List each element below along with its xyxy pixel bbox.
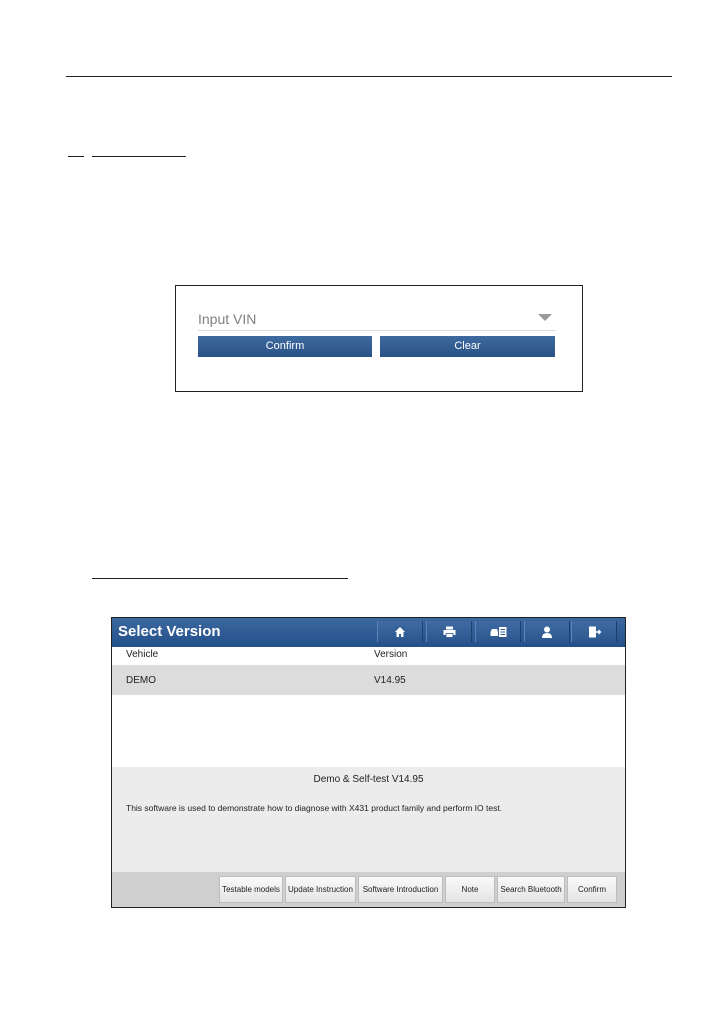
version-cell: V14.95 [374,675,406,686]
exit-icon [588,626,601,638]
software-introduction-button[interactable]: Software Introduction [358,876,443,903]
home-button[interactable] [377,621,423,642]
heading-underline [68,156,84,157]
heading-underline [92,156,186,157]
user-icon [541,626,553,638]
description-text: This software is used to demonstrate how to diagnose with X431 product family and perform IO test. [126,803,503,813]
vehicle-list-icon [490,626,507,638]
vin-input[interactable] [198,310,498,328]
print-icon [443,626,456,638]
description-title: Demo & Self-test V14.95 [313,774,424,785]
vehicle-list-button[interactable] [475,621,521,642]
testable-models-button[interactable]: Testable models [219,876,283,903]
column-header-version: Version [374,649,408,660]
vin-input-field[interactable] [198,310,556,331]
header-rule [66,76,672,77]
column-header-vehicle: Vehicle [126,649,159,660]
clear-button[interactable]: Clear [380,336,555,357]
software-description-panel [112,767,625,872]
update-instruction-button[interactable]: Update Instruction [285,876,356,903]
print-button[interactable] [426,621,472,642]
select-version-window [111,617,626,908]
vin-input-panel [175,285,583,392]
note-button[interactable]: Note [445,876,495,903]
search-bluetooth-button[interactable]: Search Bluetooth [497,876,565,903]
home-icon [394,626,406,638]
exit-button[interactable] [571,621,617,642]
table-row[interactable] [112,665,625,695]
user-button[interactable] [524,621,570,642]
page-title: Select Version [118,623,221,640]
vehicle-cell: DEMO [126,675,156,686]
title-bar [112,618,625,647]
confirm-button[interactable]: Confirm [567,876,617,903]
dropdown-arrow-icon[interactable] [538,314,552,321]
footer-toolbar [112,872,625,907]
confirm-button[interactable]: Confirm [198,336,372,357]
heading-underline [92,578,348,579]
